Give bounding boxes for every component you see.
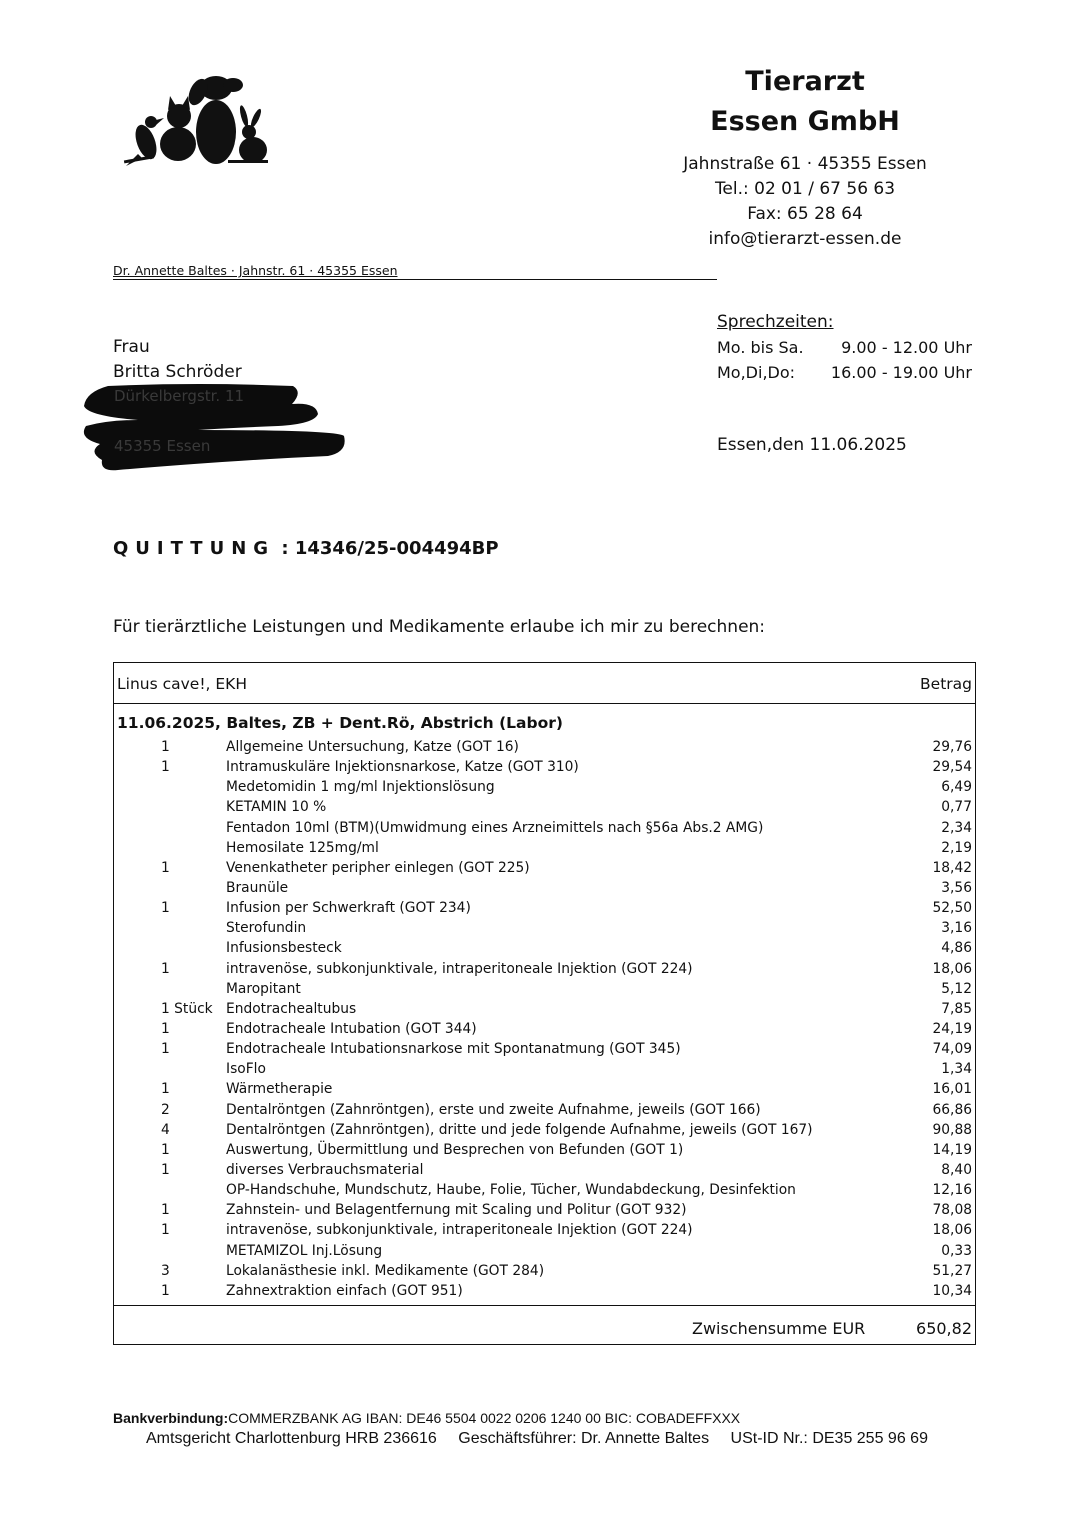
- item-amount: 0,77: [941, 799, 972, 816]
- item-amount: 29,54: [932, 759, 972, 776]
- court-register: Amtsgericht Charlottenburg HRB 236616: [146, 1430, 437, 1447]
- item-description: Venenkatheter peripher einlegen (GOT 225): [226, 859, 530, 876]
- item-amount: 10,34: [932, 1282, 972, 1299]
- table-row: [114, 918, 975, 938]
- sender-return-address: [113, 263, 717, 280]
- item-amount: 8,40: [941, 1161, 972, 1178]
- item-amount: 24,19: [932, 1020, 972, 1037]
- receipt-number: 14346/25-004494BP: [294, 538, 499, 559]
- item-amount: 3,56: [941, 879, 972, 896]
- item-amount: 14,19: [932, 1141, 972, 1158]
- item-quantity: 3: [161, 1262, 170, 1279]
- clinic-name: [690, 62, 920, 142]
- clinic-phone: Tel.: 02 01 / 67 56 63: [714, 179, 896, 199]
- redacted-city: 45355 Essen: [114, 437, 211, 455]
- subtotal-label: Zwischensumme EUR: [692, 1319, 866, 1338]
- item-quantity: 2: [161, 1101, 170, 1118]
- office-hours-title: Sprechzeiten:: [717, 312, 834, 332]
- clinic-name-line2: Essen GmbH: [710, 106, 900, 137]
- item-description: Zahnextraktion einfach (GOT 951): [226, 1282, 463, 1299]
- clinic-email: info@tierarzt-essen.de: [708, 229, 902, 249]
- item-description: IsoFlo: [226, 1061, 266, 1078]
- item-description: intravenöse, subkonjunktivale, intraperitoneale Injektion (GOT 224): [226, 960, 693, 977]
- table-row: [114, 959, 975, 979]
- table-header: [114, 663, 975, 704]
- item-description: Fentadon 10ml (BTM)(Umwidmung eines Arzneimittels nach §56a Abs.2 AMG): [226, 819, 764, 836]
- clinic-address: Jahnstraße 61 · 45355 Essen: [683, 154, 927, 174]
- table-row: [114, 777, 975, 797]
- item-description: Braunüle: [226, 879, 289, 896]
- table-row: [114, 979, 975, 999]
- item-quantity: 1: [161, 960, 170, 977]
- office-hours-time: 16.00 - 19.00 Uhr: [830, 363, 972, 382]
- item-quantity: 1: [161, 1282, 170, 1299]
- clinic-contact: [660, 152, 950, 252]
- office-hours-days: Mo,Di,Do:: [717, 363, 796, 382]
- recipient-name: Britta Schröder: [113, 362, 242, 382]
- table-row: [114, 1019, 975, 1039]
- table-row: [114, 1140, 975, 1160]
- sender-return-address-text: Dr. Annette Baltes · Jahnstr. 61 · 45355 Essen: [113, 263, 398, 278]
- item-description: Endotracheale Intubation (GOT 344): [226, 1020, 477, 1037]
- item-description: Endotracheale Intubationsnarkose mit Spontanatmung (GOT 345): [226, 1041, 681, 1058]
- item-quantity: 1: [161, 1020, 170, 1037]
- bank-label: Bankverbindung:: [113, 1410, 229, 1426]
- table-row: [114, 1261, 975, 1281]
- item-amount: 74,09: [932, 1041, 972, 1058]
- item-description: Allgemeine Untersuchung, Katze (GOT 16): [226, 739, 519, 755]
- office-hours-row: [717, 360, 987, 385]
- table-row: [114, 1241, 975, 1261]
- item-amount: 51,27: [932, 1262, 972, 1279]
- item-amount: 18,42: [932, 859, 972, 876]
- receipt-title: [113, 538, 499, 559]
- table-row: [114, 1200, 975, 1220]
- table-row: [114, 1079, 975, 1099]
- item-quantity: 1: [161, 1161, 170, 1178]
- subtotal-value: 650,82: [916, 1319, 972, 1338]
- item-description: OP-Handschuhe, Mundschutz, Haube, Folie, Tücher, Wundabdeckung, Desinfektion: [226, 1182, 796, 1199]
- table-row: [114, 818, 975, 838]
- item-amount: 6,49: [941, 779, 972, 796]
- item-description: Sterofundin: [226, 920, 307, 937]
- redacted-address: [78, 380, 346, 473]
- table-row: [114, 1120, 975, 1140]
- table-row: [114, 797, 975, 817]
- bank-info: COMMERZBANK AG IBAN: DE46 5504 0022 0206 1240 00 BIC: COBADEFFXXX: [228, 1410, 741, 1426]
- item-amount: 1,34: [941, 1061, 972, 1078]
- table-row: [114, 1039, 975, 1059]
- office-hours: [717, 309, 987, 385]
- item-quantity: 4: [161, 1121, 170, 1138]
- line-items: [114, 737, 975, 1301]
- table-row: [114, 1220, 975, 1240]
- item-amount: 12,16: [932, 1182, 972, 1199]
- table-row: [114, 858, 975, 878]
- item-amount: 52,50: [932, 900, 972, 917]
- recipient-address: [113, 335, 242, 385]
- item-description: Intramuskuläre Injektionsnarkose, Katze (GOT 310): [226, 759, 579, 776]
- item-description: Dentalröntgen (Zahnröntgen), dritte und jede folgende Aufnahme, jeweils (GOT 167): [226, 1121, 813, 1138]
- item-amount: 7,85: [941, 1000, 972, 1017]
- office-hours-row: [717, 335, 987, 360]
- item-quantity: 1: [161, 900, 170, 917]
- item-description: Medetomidin 1 mg/ml Injektionslösung: [226, 779, 495, 796]
- item-quantity: 1: [161, 1041, 170, 1058]
- item-description: intravenöse, subkonjunktivale, intraperitoneale Injektion (GOT 224): [226, 1222, 693, 1239]
- item-description: METAMIZOL Inj.Lösung: [226, 1242, 383, 1259]
- table-row: [114, 999, 975, 1019]
- item-amount: 18,06: [932, 960, 972, 977]
- table-row: [114, 878, 975, 898]
- intro-text: Für tierärztliche Leistungen und Medikamente erlaube ich mir zu berechnen:: [113, 617, 766, 637]
- clinic-logo-animals: [118, 70, 278, 178]
- item-description: Wärmetherapie: [226, 1081, 333, 1098]
- table-row: [114, 1059, 975, 1079]
- document-date: Essen,den 11.06.2025: [717, 435, 907, 455]
- table-row: [114, 1100, 975, 1120]
- vat-id: USt-ID Nr.: DE35 255 96 69: [730, 1430, 928, 1447]
- item-quantity: 1: [161, 1222, 170, 1239]
- item-amount: 18,06: [932, 1222, 972, 1239]
- table-row: [114, 1281, 975, 1301]
- item-amount: 29,76: [932, 739, 972, 755]
- clinic-fax: Fax: 65 28 64: [747, 204, 863, 224]
- redacted-street: Dürkelbergstr. 11: [114, 387, 245, 405]
- invoice-table: [113, 662, 976, 1345]
- item-amount: 2,34: [941, 819, 972, 836]
- item-description: Maropitant: [226, 980, 301, 997]
- table-row: [114, 737, 975, 757]
- item-quantity: 1 Stück: [161, 1000, 213, 1017]
- item-amount: 5,12: [941, 980, 972, 997]
- item-quantity: 1: [161, 1202, 170, 1219]
- item-amount: 2,19: [941, 839, 972, 856]
- item-description: KETAMIN 10 %: [226, 799, 327, 816]
- item-description: Lokalanästhesie inkl. Medikamente (GOT 284): [226, 1262, 545, 1279]
- item-amount: 90,88: [932, 1121, 972, 1138]
- item-quantity: 1: [161, 759, 170, 776]
- receipt-label: QUITTUNG: [113, 538, 276, 559]
- managing-director: Geschäftsführer: Dr. Annette Baltes: [458, 1430, 710, 1447]
- item-quantity: 1: [161, 1081, 170, 1098]
- item-amount: 4,86: [941, 940, 972, 957]
- item-amount: 3,16: [941, 920, 972, 937]
- office-hours-time: 9.00 - 12.00 Uhr: [841, 338, 972, 357]
- item-description: Auswertung, Übermittlung und Besprechen von Befunden (GOT 1): [226, 1141, 684, 1158]
- treatment-section-title: 11.06.2025, Baltes, ZB + Dent.Rö, Abstrich (Labor): [117, 714, 563, 732]
- table-row: [114, 1180, 975, 1200]
- item-quantity: 1: [161, 1141, 170, 1158]
- item-amount: 66,86: [932, 1101, 972, 1118]
- item-quantity: 1: [161, 859, 170, 876]
- item-description: diverses Verbrauchsmaterial: [226, 1161, 424, 1178]
- table-row: [114, 838, 975, 858]
- item-description: Zahnstein- und Belagentfernung mit Scaling und Politur (GOT 932): [226, 1202, 687, 1219]
- subtotal-row: [114, 1305, 975, 1347]
- item-description: Endotrachealtubus: [226, 1000, 357, 1017]
- office-hours-days: Mo. bis Sa.: [717, 338, 804, 357]
- item-description: Infusionsbesteck: [226, 940, 342, 957]
- patient-name: Linus cave!, EKH: [117, 675, 248, 693]
- clinic-name-line1: Tierarzt: [745, 66, 865, 97]
- bank-details: [113, 1410, 740, 1426]
- receipt-separator: :: [281, 538, 289, 559]
- amount-header: Betrag: [920, 675, 972, 693]
- recipient-salutation: Frau: [113, 337, 150, 357]
- table-row: [114, 1160, 975, 1180]
- table-row: [114, 938, 975, 958]
- item-quantity: 1: [161, 739, 170, 755]
- item-description: Hemosilate 125mg/ml: [226, 839, 379, 856]
- table-row: [114, 757, 975, 777]
- company-register: [146, 1430, 945, 1448]
- item-description: Infusion per Schwerkraft (GOT 234): [226, 900, 471, 917]
- item-amount: 16,01: [932, 1081, 972, 1098]
- table-row: [114, 898, 975, 918]
- item-description: Dentalröntgen (Zahnröntgen), erste und zweite Aufnahme, jeweils (GOT 166): [226, 1101, 761, 1118]
- item-amount: 78,08: [932, 1202, 972, 1219]
- item-amount: 0,33: [941, 1242, 972, 1259]
